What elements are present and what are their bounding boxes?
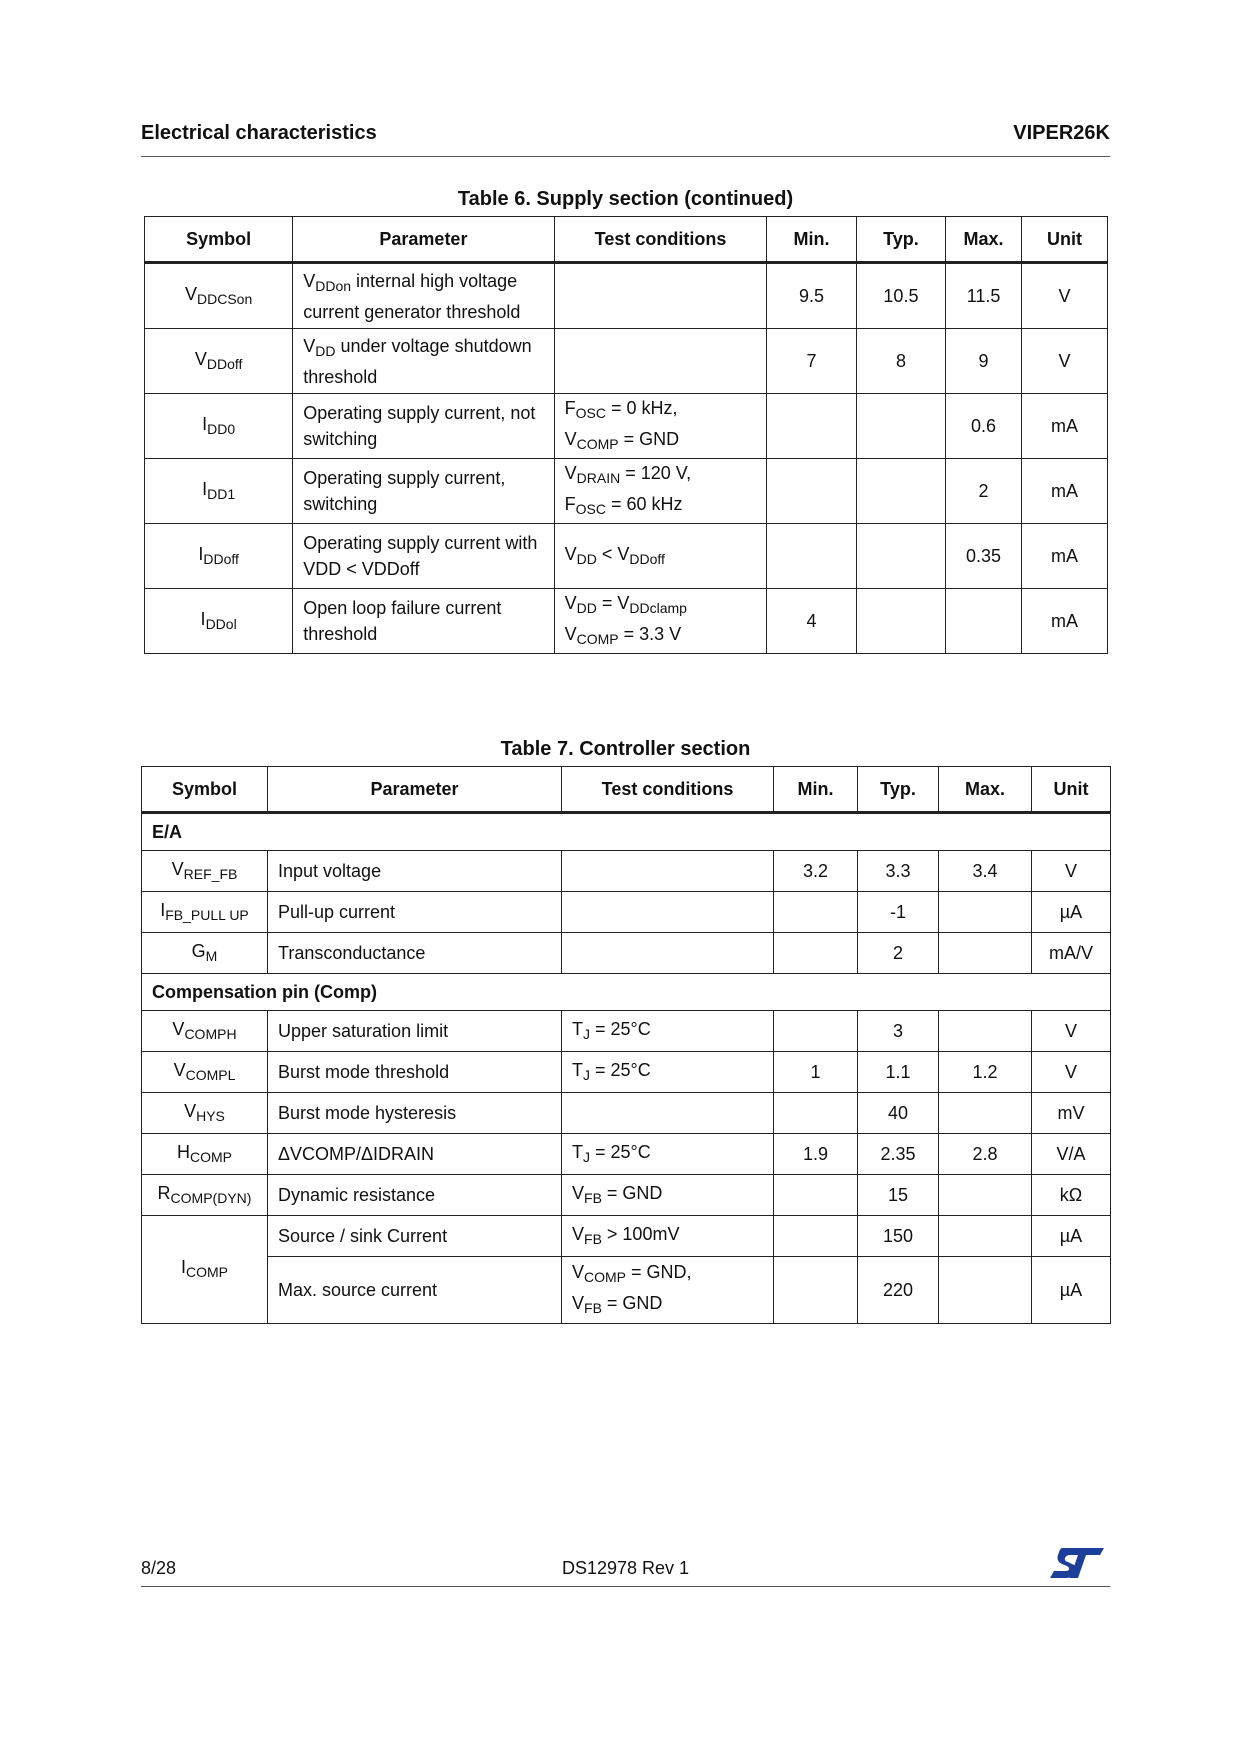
unit-cell: V/A [1032,1134,1111,1175]
min-cell: 1 [774,1052,858,1093]
min-cell [774,1093,858,1134]
max-cell: 1.2 [939,1052,1032,1093]
parameter-cell: Dynamic resistance [268,1175,562,1216]
min-cell [774,1011,858,1052]
col-unit: Unit [1021,217,1107,263]
col-test-conditions: Test conditions [562,767,774,813]
controller-section-table [141,766,1111,1324]
max-cell [939,1175,1032,1216]
unit-cell: V [1032,851,1111,892]
conditions-cell: $V_{FB} > 100mV$ [562,1216,774,1257]
table-row [142,1257,1111,1324]
symbol-cell: $V_{REF\_FB}$ [142,851,268,892]
section-row-ea [142,813,1111,851]
st-logo-icon [1048,1546,1106,1580]
conditions-cell: $T_J = 25^\circ C$ [562,1011,774,1052]
unit-cell: V [1021,263,1107,329]
typ-cell [856,394,945,459]
table6-header-row [145,217,1108,263]
col-parameter: Parameter [293,217,554,263]
section-row-comp [142,974,1111,1011]
typ-cell [856,524,945,589]
min-cell [774,933,858,974]
unit-cell: µA [1032,892,1111,933]
unit-cell: mA [1021,524,1107,589]
conditions-cell [562,892,774,933]
parameter-cell: $V_{DDon}$ internal high voltage current generator threshold [293,263,554,329]
conditions-cell: $V_{DRAIN} = 120$ V, $F_{OSC} = 60$ kHz [554,459,767,524]
table-row [142,851,1111,892]
unit-cell: mA [1021,459,1107,524]
parameter-cell: Burst mode hysteresis [268,1093,562,1134]
parameter-cell: Operating supply current, switching [293,459,554,524]
page-header [141,120,1110,157]
col-unit: Unit [1032,767,1111,813]
conditions-cell: $V_{FB}$ = GND [562,1175,774,1216]
symbol-cell: $V_{DDoff}$ [145,329,293,394]
unit-cell: mA/V [1032,933,1111,974]
table-row [145,589,1108,654]
unit-cell: µA [1032,1257,1111,1324]
parameter-cell: Open loop failure current threshold [293,589,554,654]
typ-cell: 220 [858,1257,939,1324]
section-label: E/A [142,813,1111,851]
col-min: Min. [774,767,858,813]
section-label: Compensation pin (Comp) [142,974,1111,1011]
conditions-cell: $V_{DD} < V_{DDoff}$ [554,524,767,589]
parameter-cell: Transconductance [268,933,562,974]
min-cell [774,892,858,933]
conditions-cell [554,329,767,394]
min-cell: 7 [767,329,856,394]
col-symbol: Symbol [142,767,268,813]
typ-cell: 1.1 [858,1052,939,1093]
max-cell [939,892,1032,933]
table-row [142,1093,1111,1134]
parameter-cell: Upper saturation limit [268,1011,562,1052]
parameter-cell: Input voltage [268,851,562,892]
table-row [142,1175,1111,1216]
min-cell [774,1257,858,1324]
max-cell: 2.8 [939,1134,1032,1175]
symbol-cell: $I_{DD0}$ [145,394,293,459]
col-max: Max. [946,217,1022,263]
unit-cell: V [1032,1011,1111,1052]
table6-caption: Table 6. Supply section (continued) [457,188,794,210]
conditions-cell: $T_J = 25^\circ C$ [562,1052,774,1093]
col-typ: Typ. [856,217,945,263]
table-row [145,263,1108,329]
max-cell [946,589,1022,654]
typ-cell: 2 [858,933,939,974]
conditions-cell: $T_J = 25^\circ C$ [562,1134,774,1175]
table-row [142,892,1111,933]
table7-header-row [142,767,1111,813]
max-cell: 2 [946,459,1022,524]
symbol-cell: $I_{DD1}$ [145,459,293,524]
symbol-cell: $I_{DDoff}$ [145,524,293,589]
typ-cell: 15 [858,1175,939,1216]
max-cell: 9 [946,329,1022,394]
symbol-cell: $V_{COMPH}$ [142,1011,268,1052]
typ-cell: 8 [856,329,945,394]
symbol-cell: $G_M$ [142,933,268,974]
table7-caption: Table 7. Controller section [500,738,751,760]
min-cell: 4 [767,589,856,654]
typ-cell: 3.3 [858,851,939,892]
unit-cell: kΩ [1032,1175,1111,1216]
table-row [142,933,1111,974]
col-test-conditions: Test conditions [554,217,767,263]
min-cell [774,1216,858,1257]
col-symbol: Symbol [145,217,293,263]
min-cell [767,459,856,524]
min-cell [767,394,856,459]
typ-cell: 3 [858,1011,939,1052]
typ-cell: 10.5 [856,263,945,329]
col-typ: Typ. [858,767,939,813]
max-cell: 11.5 [946,263,1022,329]
symbol-cell: $V_{HYS}$ [142,1093,268,1134]
conditions-cell: $V_{COMP}$ = GND, $V_{FB}$ = GND [562,1257,774,1324]
parameter-cell: Burst mode threshold [268,1052,562,1093]
min-cell: 1.9 [774,1134,858,1175]
table-row [142,1011,1111,1052]
table-row [145,459,1108,524]
max-cell: 0.35 [946,524,1022,589]
max-cell [939,1011,1032,1052]
supply-section-table [144,216,1108,654]
unit-cell: V [1021,329,1107,394]
min-cell: 3.2 [774,851,858,892]
section-title: Electrical characteristics [141,122,377,144]
unit-cell: mA [1021,394,1107,459]
symbol-cell: $V_{DDCSon}$ [145,263,293,329]
col-max: Max. [939,767,1032,813]
st-logo-shape [1050,1548,1104,1578]
conditions-cell [562,1093,774,1134]
typ-cell: 150 [858,1216,939,1257]
min-cell [767,524,856,589]
min-cell [774,1175,858,1216]
conditions-cell [562,933,774,974]
max-cell [939,1257,1032,1324]
table-row [142,1216,1111,1257]
symbol-cell: $V_{COMPL}$ [142,1052,268,1093]
table-row [145,329,1108,394]
parameter-cell: Operating supply current with VDD < VDDoff [293,524,554,589]
page-number: 8/28 [141,1558,177,1578]
part-number: VIPER26K [1013,122,1110,144]
parameter-cell: Operating supply current, not switching [293,394,554,459]
symbol-cell: $I_{FB\_PULL UP}$ [142,892,268,933]
conditions-cell [562,851,774,892]
typ-cell: -1 [858,892,939,933]
typ-cell [856,589,945,654]
conditions-cell: $F_{OSC} = 0$ kHz, $V_{COMP}$ = GND [554,394,767,459]
table-row [145,394,1108,459]
typ-cell: 40 [858,1093,939,1134]
min-cell: 9.5 [767,263,856,329]
table-row [142,1052,1111,1093]
symbol-cell: $I_{DDol}$ [145,589,293,654]
unit-cell: V [1032,1052,1111,1093]
unit-cell: mA [1021,589,1107,654]
parameter-cell: ΔVCOMP/ΔIDRAIN [268,1134,562,1175]
col-parameter: Parameter [268,767,562,813]
symbol-cell: $H_{COMP}$ [142,1134,268,1175]
max-cell [939,1093,1032,1134]
document-id: DS12978 Rev 1 [561,1558,690,1578]
symbol-cell: $I_{COMP}$ [142,1216,268,1324]
col-min: Min. [767,217,856,263]
parameter-cell: $V_{DD}$ under voltage shutdown threshold [293,329,554,394]
typ-cell [856,459,945,524]
parameter-cell: Max. source current [268,1257,562,1324]
max-cell: 0.6 [946,394,1022,459]
max-cell: 3.4 [939,851,1032,892]
table-row [142,1134,1111,1175]
parameter-cell: Pull-up current [268,892,562,933]
unit-cell: mV [1032,1093,1111,1134]
page-footer [141,1558,1110,1587]
table-row [145,524,1108,589]
max-cell [939,933,1032,974]
parameter-cell: Source / sink Current [268,1216,562,1257]
conditions-cell [554,263,767,329]
unit-cell: µA [1032,1216,1111,1257]
conditions-cell: $V_{DD} = V_{DDclamp}$ $V_{COMP} = 3.3$ V [554,589,767,654]
symbol-cell: $R_{COMP(DYN)}$ [142,1175,268,1216]
max-cell [939,1216,1032,1257]
typ-cell: 2.35 [858,1134,939,1175]
